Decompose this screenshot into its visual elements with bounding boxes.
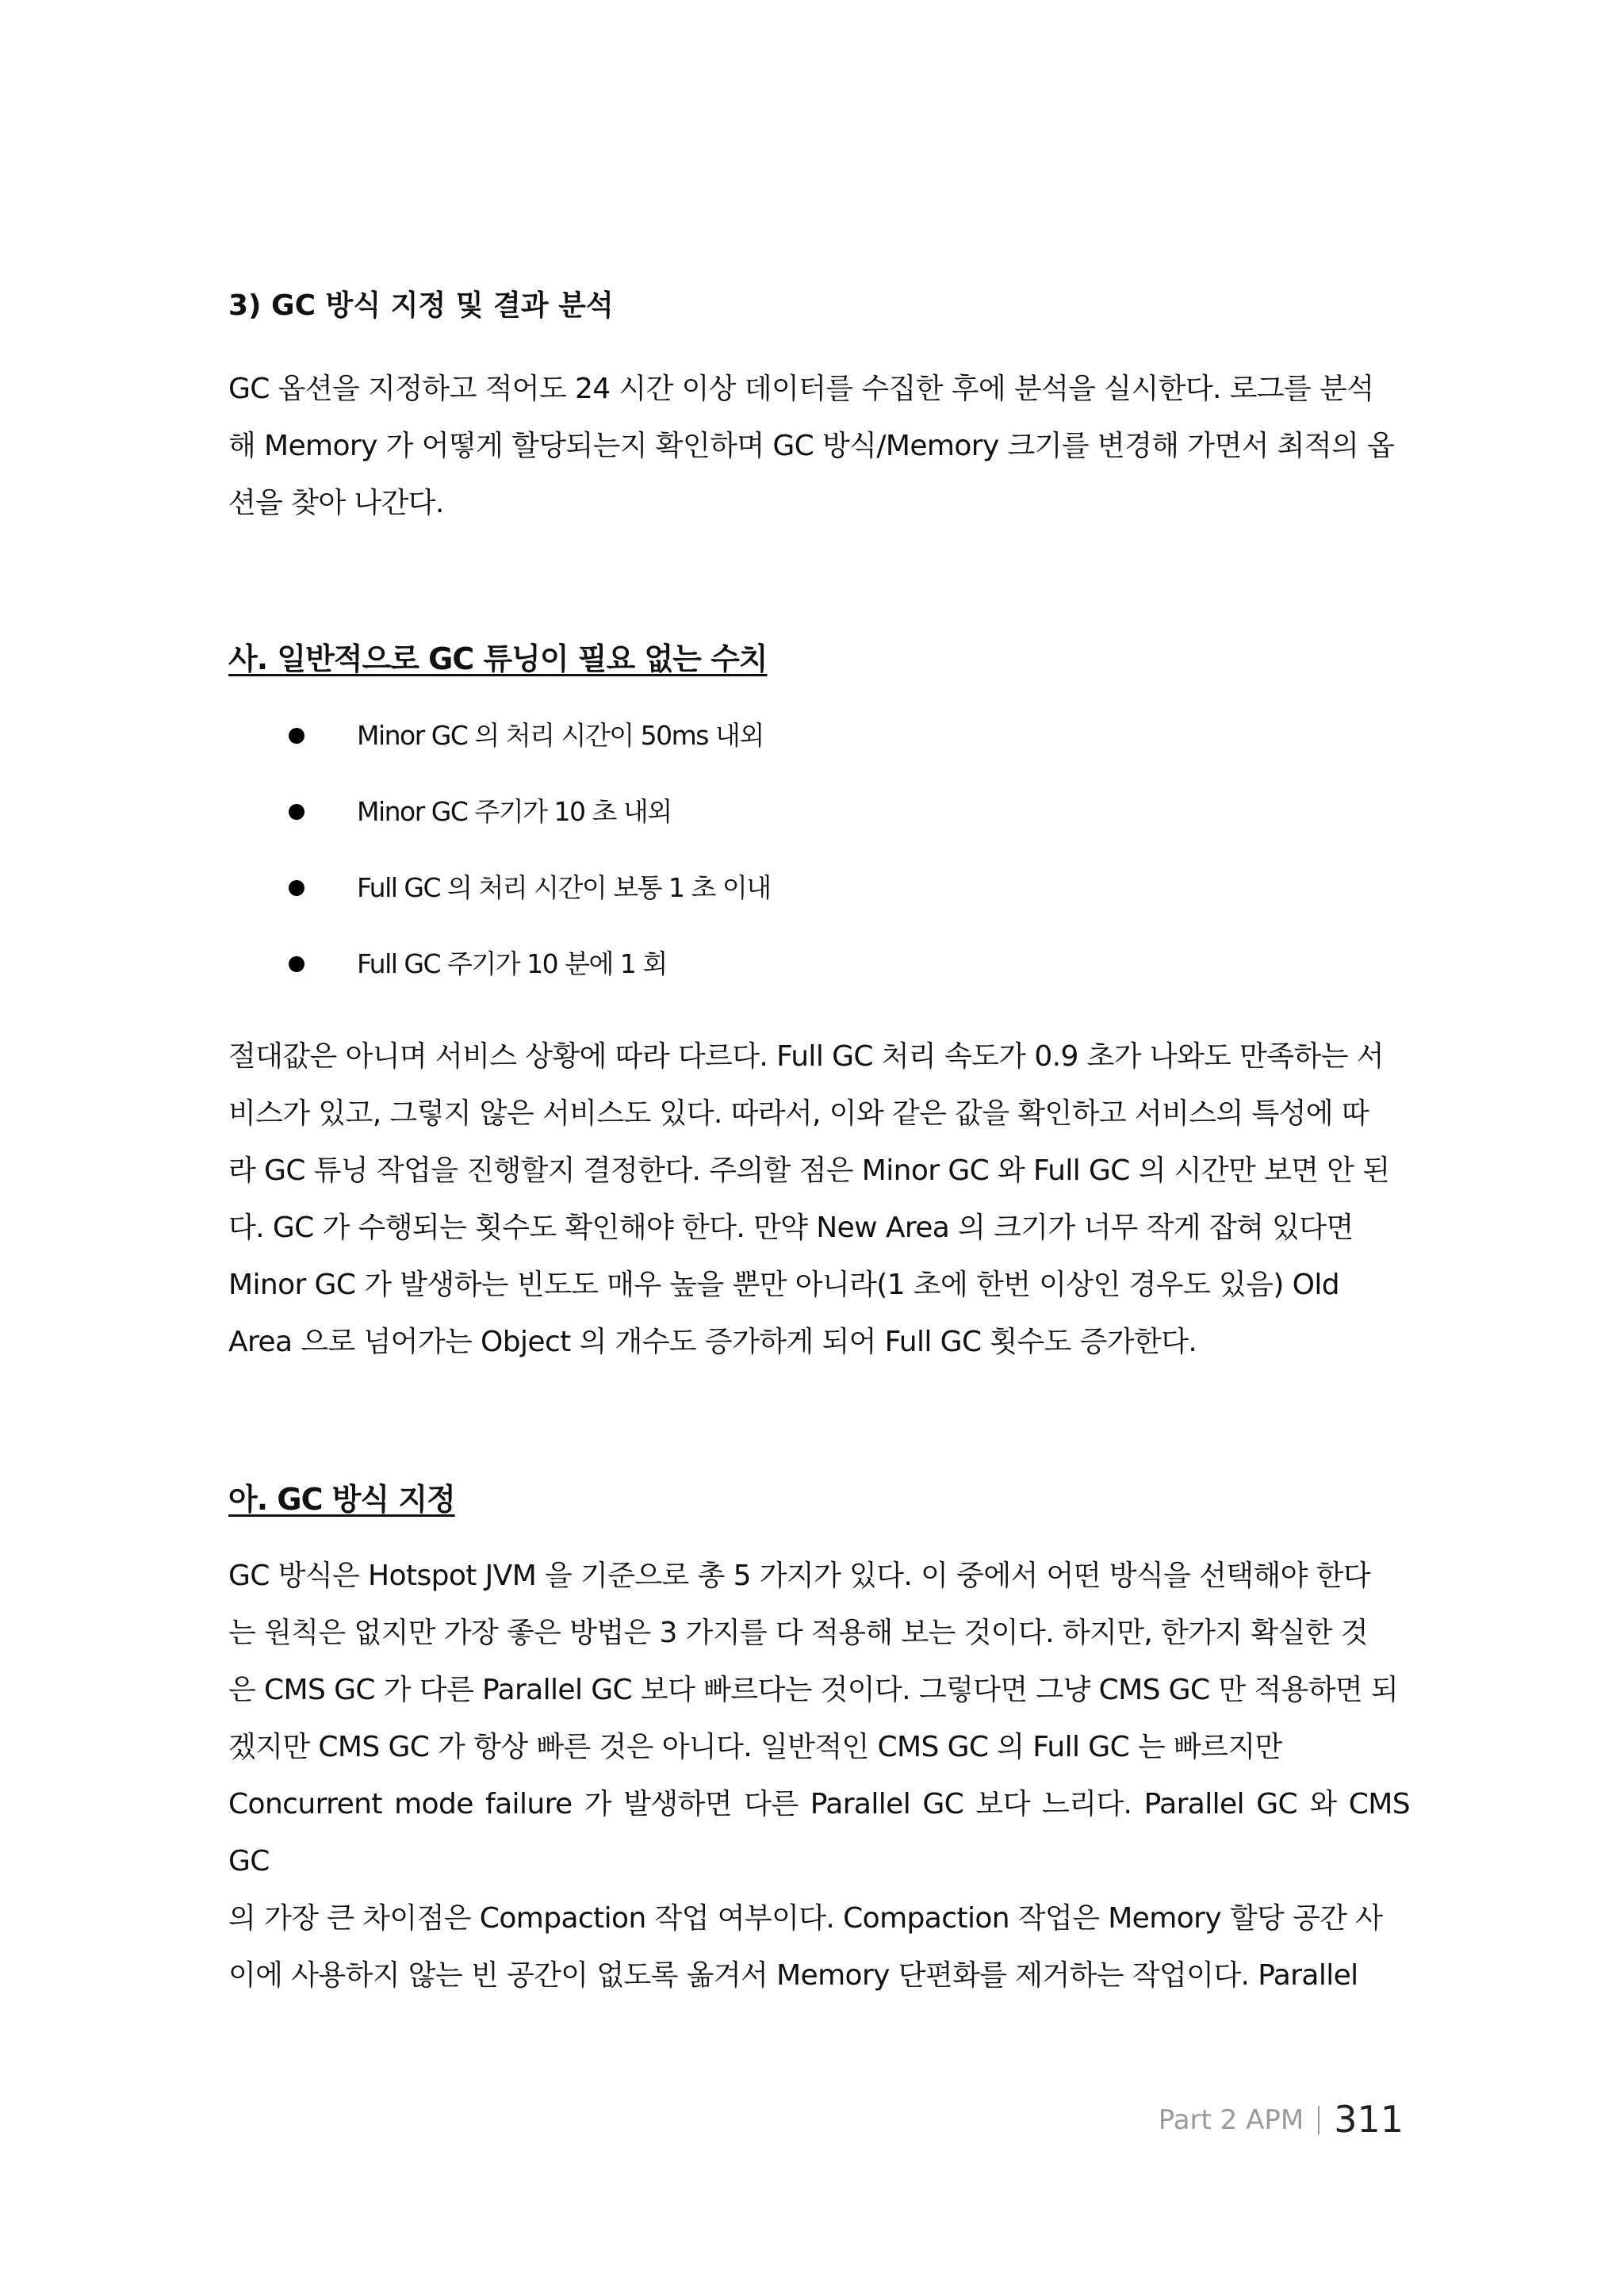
list-item-text: Minor GC 의 처리 시간이 50ms 내외 (357, 720, 764, 751)
footer-part-label: Part 2 APM (1158, 2104, 1304, 2136)
list-item (285, 940, 771, 1016)
paragraph-gc-option: GC 옵션을 지정하고 적어도 24 시간 이상 데이터를 수집한 후에 분석을 실시한다. 로그를 분석 해 Memory 가 어떻게 할당되는지 확인하며 GC 방식/Memory 크기를 변경해 가면서 최적의 옵 션을 찾아 나간다. (228, 373, 1395, 519)
list-item (285, 788, 771, 864)
list-item-text: Full GC 의 처리 시간이 보통 1 초 이내 (357, 872, 771, 903)
footer-divider (1318, 2106, 1320, 2134)
page-number: 311 (1334, 2098, 1404, 2141)
list-item (285, 712, 771, 788)
page-footer (1159, 2093, 1404, 2141)
list-item-text: Minor GC 주기가 10 초 내외 (357, 796, 672, 827)
bullet-icon (289, 804, 304, 820)
bullet-list (285, 712, 771, 1016)
list-item-text: Full GC 주기가 10 분에 1 회 (357, 948, 667, 979)
paragraph-gc-thresholds: 절대값은 아니며 서비스 상황에 따라 다르다. Full GC 처리 속도가 0.9 초가 나와도 만족하는 서 비스가 있고, 그렇지 않은 서비스도 있다. 따라서, 이와 같은 값을 확인하고 서비스의 특성에 따 라 GC 튜닝 작업을 진행할지 결정한다. 주의할 점은 Minor GC 와 Full GC 의 시간만 보면 안 된 다. GC 가 수행되는 횟수도 확인해야 한다. 만약 New Area 의 크기가 너무 작게 잡혀 있다면 Minor GC 가 발생하는 빈도도 매우 높을 뿐만 아니라(1 초에 한번 이상인 경우도 있음) Old Area 으로 넘어가는 Object 의 개수도 증가하게 되어 Full GC 횟수도 증가한다. (228, 1040, 1390, 1358)
section-title-a: 아. GC 방식 지정 (228, 1482, 455, 1517)
list-item (285, 864, 771, 940)
paragraph-gc-method: GC 방식은 Hotspot JVM 을 기준으로 총 5 가지가 있다. 이 중에서 어떤 방식을 선택해야 한다 는 원칙은 없지만 가장 좋은 방법은 3 가지를 다 적용해 보는 것이다. 하지만, 한가지 확실한 것 은 CMS GC 가 다른 Parallel GC 보다 빠르다는 것이다. 그렇다면 그냥 CMS GC 만 적용하면 되 겠지만 CMS GC 가 항상 빠른 것은 아니다. 일반적인 CMS GC 의 Full GC 는 빠르지만 Concurrent mode failure 가 발생하면 다른 Parallel GC 보다 느리다. Parallel GC 와 CMS GC 의 가장 큰 차이점은 Compaction 작업 여부이다. Compaction 작업은 Memory 할당 공간 사 이에 사용하지 않는 빈 공간이 없도록 옮겨서 Memory 단편화를 제거하는 작업이다. Parallel (228, 1560, 1410, 1992)
bullet-icon (289, 880, 304, 896)
subsection-heading: 3) GC 방식 지정 및 결과 분석 (228, 289, 614, 322)
section-title-sa: 사. 일반적으로 GC 튜닝이 필요 없는 수치 (228, 641, 768, 676)
bullet-icon (289, 728, 304, 744)
bullet-icon (289, 956, 304, 972)
